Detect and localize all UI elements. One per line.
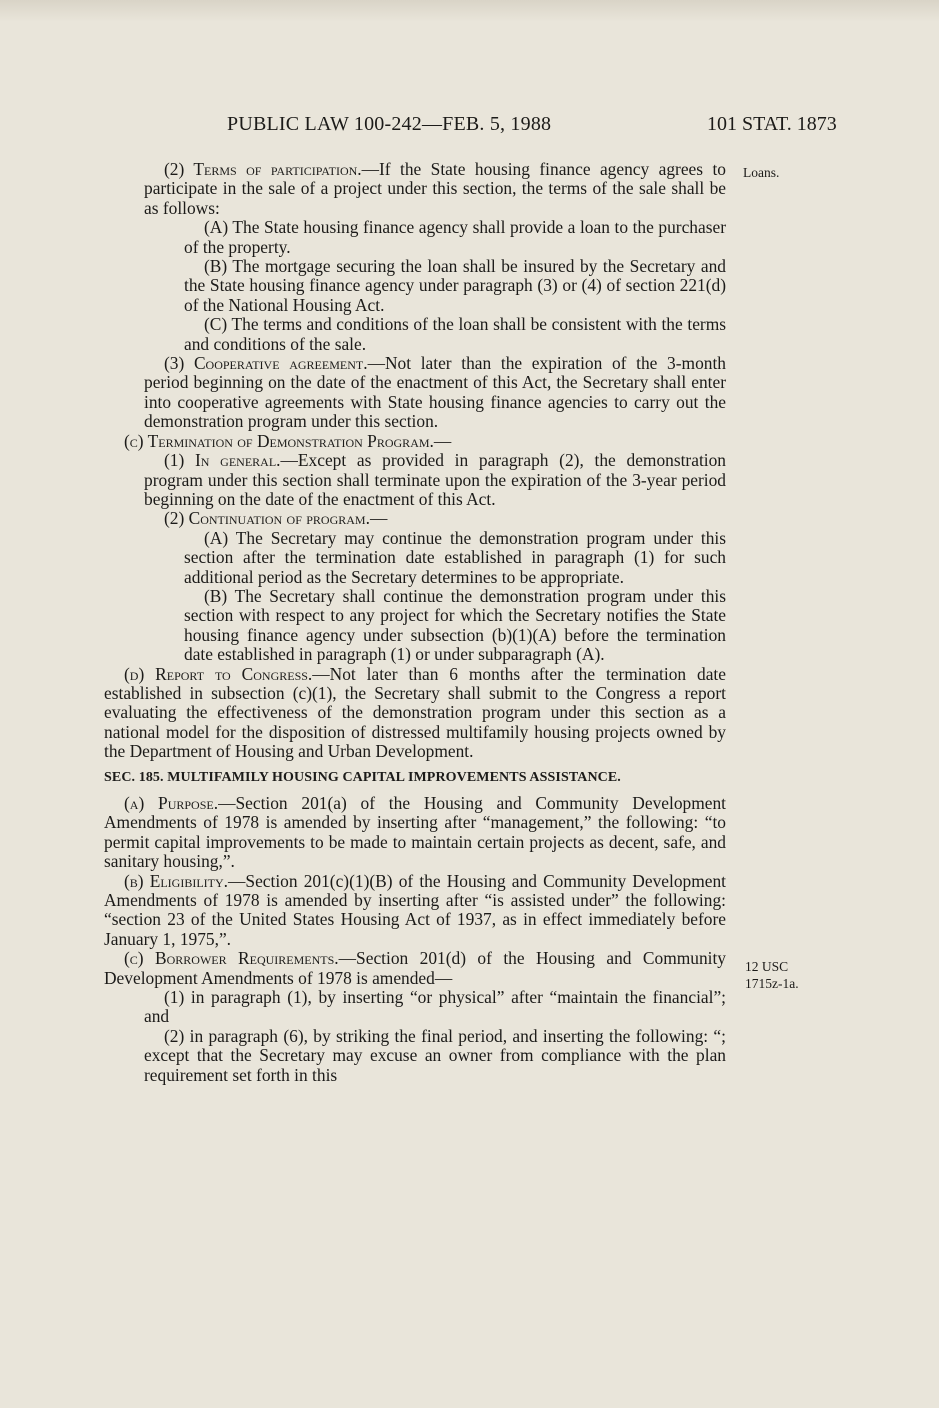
paragraph-cc2: (2) in paragraph (6), by striking the final period, and inserting the following: “; except that the Secretary may excuse an owner from compliance with the plan requirement set forth in this	[144, 1025, 726, 1085]
subsection-head: (c) Borrower Requirements.	[124, 948, 339, 969]
paragraph-cooperative-agreement	[104, 354, 726, 432]
subsection-head: (2) Continuation of program.	[164, 508, 370, 529]
paragraph-text: —Not later than 6 months after the termination date established in subsection (c)(1), the Secretary shall submit to the Congress a report evaluating the effectiveness of the demonstration program under this section as a national model for the disposition of distressed multifamily housing projects owned by the Department of Housing and Urban Development.	[104, 663, 726, 762]
subsection-c-termination	[104, 432, 726, 451]
body-text	[104, 160, 726, 1085]
stat-reference: 101 STAT. 1873	[707, 113, 837, 135]
paragraph-text: —Section 201(a) of the Housing and Community Development Amendments of 1978 is amended by inserting after “management,” the following: “to permit capital improvements to be made to maintain certain projects as decent, safe, and sanitary housing,”.	[104, 793, 726, 872]
paragraph-continuation	[104, 509, 726, 528]
dash: —	[369, 508, 388, 529]
subsection-head: (b) Eligibility.	[124, 870, 229, 891]
margin-note-loans: Loans.	[743, 165, 780, 180]
subsection-head: (3) Cooperative agreement.	[164, 353, 368, 374]
subsection-head: (1) In general.	[164, 450, 281, 471]
clause-b: (B) The mortgage securing the loan shall be insured by the Secretary and the State housing finance agency under paragraph (3) or (4) of section 221(d) of the National Housing Act.	[184, 256, 726, 315]
page-header	[0, 113, 939, 143]
clause-a: (A) The State housing finance agency shall provide a loan to the purchaser of the property.	[184, 217, 726, 257]
clause-c2b: (B) The Secretary shall continue the demonstration program under this section with respect to any project for which the Secretary notifies the State housing finance agency under subsection (b)(1)(A) before the termination date established in paragraph (1) or under subparagraph (A).	[184, 585, 726, 665]
law-title: PUBLIC LAW 100-242—FEB. 5, 1988	[227, 113, 552, 135]
paragraph-text: —Except as provided in paragraph (2), the demonstration program under this section shall terminate upon the expiration of the 3-year period beginning on the date of the enactment of this Act.	[144, 450, 726, 509]
subsection-b-eligibility	[104, 872, 726, 950]
subsection-d-report	[104, 665, 726, 762]
paragraph-text: —Not later than the expiration of the 3-month period beginning on the date of the enactment of this Act, the Secretary shall enter into cooperative agreements with State housing finance agencies to carry out the demonstration program under this section.	[144, 353, 726, 432]
section-heading: SEC. 185. MULTIFAMILY HOUSING CAPITAL IMPROVEMENTS ASSISTANCE.	[104, 769, 621, 785]
subsection-head: (2) Terms of participation.	[164, 159, 362, 179]
paragraph-terms-of-participation	[104, 160, 726, 218]
clause-c: (C) The terms and conditions of the loan shall be consistent with the terms and conditions of the sale.	[184, 314, 726, 354]
subsection-head: (a) Purpose.	[124, 793, 219, 813]
margin-note-usc-1: 12 USC	[745, 959, 789, 974]
subsection-head: (c) Termination of Demonstration Program.	[124, 430, 434, 451]
subsection-head: (d) Report to Congress.	[124, 663, 313, 684]
clause-c2a: (A) The Secretary may continue the demonstration program under this section after the termination date established in paragraph (1) for such additional period as the Secretary determines to be appropriate.	[184, 527, 726, 587]
paragraph-cc1: (1) in paragraph (1), by inserting “or physical” after “maintain the financial”; and	[144, 987, 726, 1027]
margin-note-usc-2: 1715z-1a.	[745, 976, 799, 991]
subsection-a-purpose	[104, 794, 726, 872]
paragraph-in-general	[104, 451, 726, 509]
paragraph-text: —Section 201(c)(1)(B) of the Housing and Community Development Amendments of 1978 is amended by inserting after “is assisted under” the following: “section 23 of the United States Housing Act of 1937, as in effect immediately before January 1, 1975,”.	[104, 870, 726, 949]
subsection-c-borrower	[104, 949, 726, 988]
paragraph-text: —Section 201(d) of the Housing and Community Development Amendments of 1978 is amended—	[104, 948, 726, 988]
paragraph-text: —If the State housing finance agency agrees to participate in the sale of a project under this section, the terms of the sale shall be as follows:	[144, 159, 726, 218]
dash: —	[433, 430, 452, 451]
bleed-through-edge	[0, 0, 939, 22]
